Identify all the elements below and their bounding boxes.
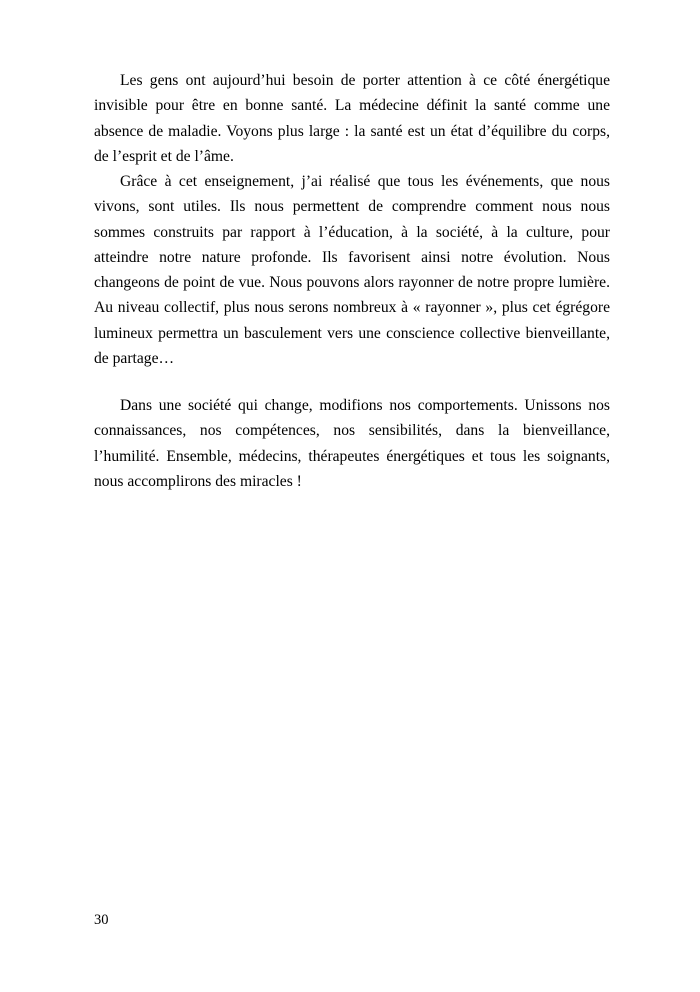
- paragraph-2: Grâce à cet enseignement, j’ai réalisé que tous les événements, que nous vivons, sont utiles. Ils nous permettent de comprendre comment nous nous sommes construits par rapport à l’éducation, à la société, à la culture, pour atteindre notre nature profonde. Ils favorisent ainsi notre évolution. Nous changeons de point de vue. Nous pouvons alors rayonner de notre propre lumière. Au niveau collectif, plus nous serons nombreux à « rayonner », plus cet égrégore lumineux permettra un basculement vers une conscience collective bienveillante, de partage…: [94, 173, 610, 367]
- body-text-column: [94, 68, 610, 494]
- paragraph-1: Les gens ont aujourd’hui besoin de porter attention à ce côté énergétique invisible pour être en bonne santé. La médecine définit la santé comme une absence de maladie. Voyons plus large : la santé est un état d’équilibre du corps, de l’esprit et de l’âme.: [94, 72, 610, 165]
- paragraph-3: Dans une société qui change, modifions nos comportements. Unissons nos connaissances, nos compétences, nos sensibilités, dans la bienveillance, l’humilité. Ensemble, médecins, thérapeutes énergétiques et tous les soignants, nous accomplirons des miracles !: [94, 397, 610, 490]
- page-number: 30: [94, 912, 109, 928]
